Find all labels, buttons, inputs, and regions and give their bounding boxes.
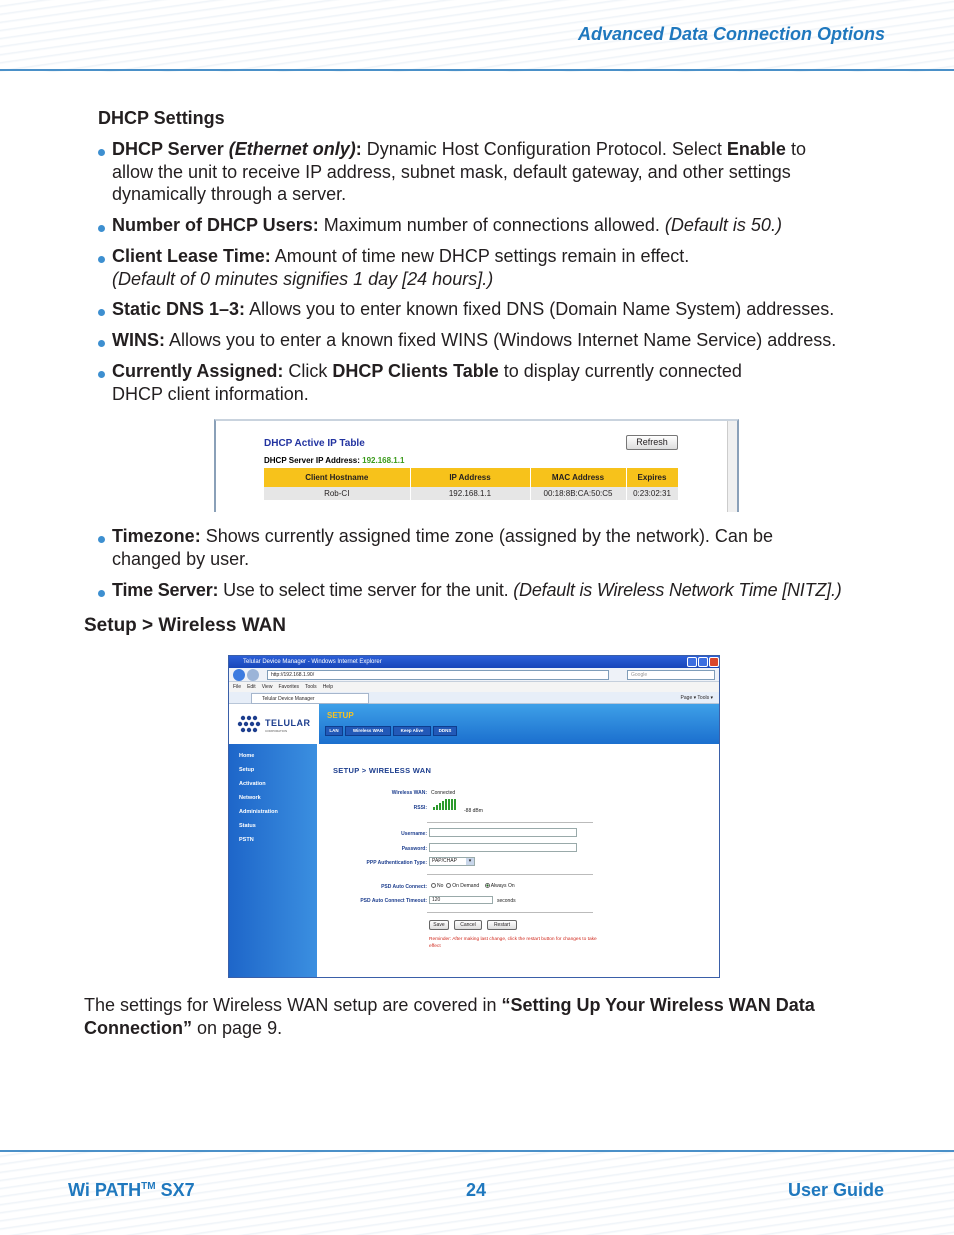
browser-tab-strip [229, 692, 719, 704]
dhcp-ip-table [264, 468, 679, 500]
reminder-text: Reminder: After making last change, click the restart button for changes to take effect [429, 937, 597, 949]
subnav-wireless-wan[interactable]: Wireless WAN [345, 726, 391, 736]
trademark: TM [141, 1181, 156, 1192]
sidebar-item-setup[interactable]: Setup [239, 767, 255, 773]
scrollbar[interactable] [727, 421, 737, 512]
dhcp-server-line2: allow the unit to receive IP address, subnet mask, default gateway, and other settings [112, 161, 791, 182]
address-bar [229, 668, 719, 682]
lease-time-text: Amount of time new DHCP settings remain in effect. [270, 246, 690, 266]
dhcp-users-text: Maximum number of connections allowed. [318, 215, 665, 235]
closing-paragraph [84, 994, 884, 1039]
bullet-icon [98, 371, 105, 378]
dhcp-server-item [112, 138, 872, 206]
menu-edit[interactable]: Edit [247, 684, 256, 690]
table-row [264, 487, 678, 500]
product-model: SX7 [160, 1180, 195, 1200]
wins-text: Allows you to enter a known fixed WINS (Windows Internet Name Service) address. [165, 330, 837, 350]
time-server-text: Use to select time server for the unit. [218, 580, 514, 600]
closing-reference-end: Connection” [84, 1017, 192, 1038]
browser-screenshot [228, 655, 720, 978]
wireless-wan-heading: Setup > Wireless WAN [84, 615, 287, 636]
col-expires: Expires [626, 468, 678, 487]
cell-mac: 00:18:8B:CA:50:C5 [530, 487, 626, 500]
radio-on-demand[interactable] [446, 883, 451, 888]
closing-text-end: on page 9. [192, 1017, 283, 1038]
page-heading: SETUP > WIRELESS WAN [333, 766, 432, 775]
wireless-wan-label: Wireless WAN: [391, 790, 427, 796]
sidebar-item-activation[interactable]: Activation [239, 781, 266, 787]
telular-logo-icon [237, 714, 261, 736]
static-dns-text: Allows you to enter known fixed DNS (Domain Name System) addresses. [245, 299, 835, 319]
time-server-item [112, 579, 892, 602]
colon: : [355, 139, 362, 159]
minimize-icon[interactable] [687, 657, 697, 667]
col-ip-address: IP Address [410, 468, 530, 487]
back-icon[interactable] [233, 669, 245, 681]
static-dns-item [112, 298, 892, 321]
dhcp-table-title: DHCP Active IP Table [264, 438, 365, 449]
menu-tools[interactable]: Tools [305, 684, 317, 690]
server-ip-value: 192.168.1.1 [362, 456, 405, 465]
telular-logo [237, 712, 317, 736]
divider [427, 912, 593, 913]
sidebar-item-home[interactable]: Home [239, 753, 255, 759]
dhcp-clients-table-term: DHCP Clients Table [332, 361, 499, 381]
timezone-label: Timezone: [112, 526, 201, 546]
sidebar-item-pstn[interactable]: PSTN [239, 837, 254, 843]
col-mac-address: MAC Address [530, 468, 626, 487]
bullet-icon [98, 256, 105, 263]
psd-auto-connect-options [431, 883, 515, 889]
menu-file[interactable]: File [233, 684, 242, 690]
dhcp-heading: DHCP Settings [98, 108, 225, 128]
cell-expires: 0:23:02:31 [626, 487, 678, 500]
lease-time-item [112, 245, 872, 290]
url-input[interactable]: http://192.168.1.90/ [267, 670, 609, 680]
dhcp-server-text: Dynamic Host Configuration Protocol. Select [361, 139, 727, 159]
timezone-text: Shows currently assigned time zone (assigned by the network). Can be [200, 526, 773, 546]
psd-timeout-unit: seconds [497, 898, 516, 904]
currently-assigned-item [112, 360, 872, 405]
browser-menu [229, 682, 719, 692]
divider [427, 822, 593, 823]
logo-text: TELULAR [265, 718, 311, 728]
dhcp-users-label: Number of DHCP Users: [112, 215, 319, 235]
save-button[interactable]: Save [429, 920, 449, 930]
dhcp-server-text-end: to [785, 139, 806, 159]
page-section-title: Advanced Data Connection Options [577, 24, 885, 44]
username-input[interactable] [429, 828, 577, 837]
bullet-icon [98, 590, 105, 597]
ppp-auth-label: PPP Authentication Type: [366, 860, 427, 866]
subnav-ddns[interactable]: DDNS [433, 726, 457, 736]
dhcp-users-default: (Default is 50.) [664, 215, 782, 235]
app-main-content [317, 744, 719, 978]
guide-name: User Guide [787, 1180, 884, 1200]
closing-text: The settings for Wireless WAN setup are covered in [84, 995, 502, 1015]
divider [427, 874, 593, 875]
closing-reference: “Setting Up Your Wireless WAN Data [501, 995, 815, 1015]
radio-no[interactable] [431, 883, 436, 888]
bullet-icon [98, 149, 105, 156]
psd-timeout-input[interactable]: 120 [429, 896, 493, 904]
dhcp-server-label: DHCP Server [112, 139, 229, 159]
product-name-text: Wi PATH [68, 1180, 142, 1200]
psd-auto-connect-label: PSD Auto Connect: [381, 884, 427, 890]
menu-view[interactable]: View [261, 684, 273, 690]
static-dns-label: Static DNS 1–3: [112, 299, 246, 319]
radio-on-demand-label: On Demand [452, 883, 480, 889]
radio-always-on-label: Always On [490, 883, 515, 889]
menu-help[interactable]: Help [322, 684, 333, 690]
bullet-icon [98, 340, 105, 347]
wins-item [112, 329, 892, 352]
cancel-button[interactable]: Cancel [454, 920, 482, 930]
close-icon[interactable] [709, 657, 719, 667]
bullet-icon [98, 225, 105, 232]
restart-button[interactable]: Restart [487, 920, 517, 930]
rssi-label: RSSI: [413, 805, 427, 811]
server-ip-label: DHCP Server IP Address: [264, 456, 360, 465]
dhcp-users-item [112, 214, 872, 237]
forward-icon[interactable] [247, 669, 259, 681]
col-client-hostname: Client Hostname [264, 468, 410, 487]
enable-term: Enable [726, 139, 786, 159]
wins-label: WINS: [112, 330, 165, 350]
psd-timeout-label: PSD Auto Connect Timeout: [360, 898, 427, 904]
bullet-icon [98, 536, 105, 543]
password-label: Password: [401, 846, 427, 852]
app-sidebar [229, 744, 317, 978]
currently-assigned-text-end: to display currently connected [498, 361, 742, 381]
password-input[interactable] [429, 843, 577, 852]
dhcp-server-qualifier: (Ethernet only) [228, 139, 356, 159]
subnav-lan[interactable]: LAN [325, 726, 343, 736]
time-server-label: Time Server: [112, 580, 219, 600]
wireless-wan-status: Connected [431, 790, 456, 796]
ppp-auth-select[interactable] [429, 857, 475, 866]
ppp-auth-value: PAP/CHAP [432, 858, 457, 864]
cell-hostname: Rob-CI [264, 487, 410, 500]
bullet-icon [98, 309, 105, 316]
dhcp-table-screenshot [214, 419, 739, 512]
currently-assigned-label: Currently Assigned: [112, 361, 284, 381]
lease-time-label: Client Lease Time: [112, 246, 271, 266]
timezone-line2: changed by user. [112, 548, 250, 569]
logo-subtext: CORPORATION [265, 729, 288, 733]
radio-no-label: No [437, 883, 444, 889]
search-input[interactable]: Google [627, 670, 715, 680]
sidebar-item-administration[interactable]: Administration [239, 809, 278, 815]
dhcp-server-line3: dynamically through a server. [112, 184, 347, 204]
lease-time-default: (Default of 0 minutes signifies 1 day [24 hours].) [112, 268, 494, 289]
header-rule [0, 69, 954, 71]
timezone-item [112, 525, 872, 570]
browser-toolbar[interactable]: Page ▾ Tools ▾ [680, 695, 713, 701]
sidebar-item-network[interactable]: Network [239, 795, 261, 801]
chevron-down-icon: ▾ [466, 858, 474, 865]
app-header [229, 704, 719, 744]
cell-ip: 192.168.1.1 [410, 487, 530, 500]
subnav-keep-alive[interactable]: Keep Alive [393, 726, 431, 736]
product-name [68, 1180, 195, 1201]
page-number: 24 [466, 1180, 487, 1200]
radio-always-on[interactable] [485, 883, 490, 888]
server-ip-row [264, 456, 404, 465]
time-server-default: (Default is Wireless Network Time [NITZ].) [513, 580, 842, 600]
refresh-button[interactable]: Refresh [626, 435, 678, 450]
username-label: Username: [401, 831, 427, 837]
maximize-icon[interactable] [698, 657, 708, 667]
app-nav-bar [319, 704, 719, 744]
menu-favorites[interactable]: Favorites [278, 684, 299, 690]
currently-assigned-text: Click [283, 361, 333, 381]
browser-title-bar: Telular Device Manager - Windows Internet Explorer [229, 656, 719, 668]
rssi-value: -88 dBm [464, 808, 483, 814]
currently-assigned-line2: DHCP client information. [112, 383, 309, 404]
section-title: SETUP [327, 711, 354, 720]
browser-tab[interactable]: Telular Device Manager [251, 693, 369, 704]
sidebar-item-status[interactable]: Status [239, 823, 256, 829]
footer-rule [0, 1150, 954, 1152]
signal-bars-icon [431, 798, 461, 811]
